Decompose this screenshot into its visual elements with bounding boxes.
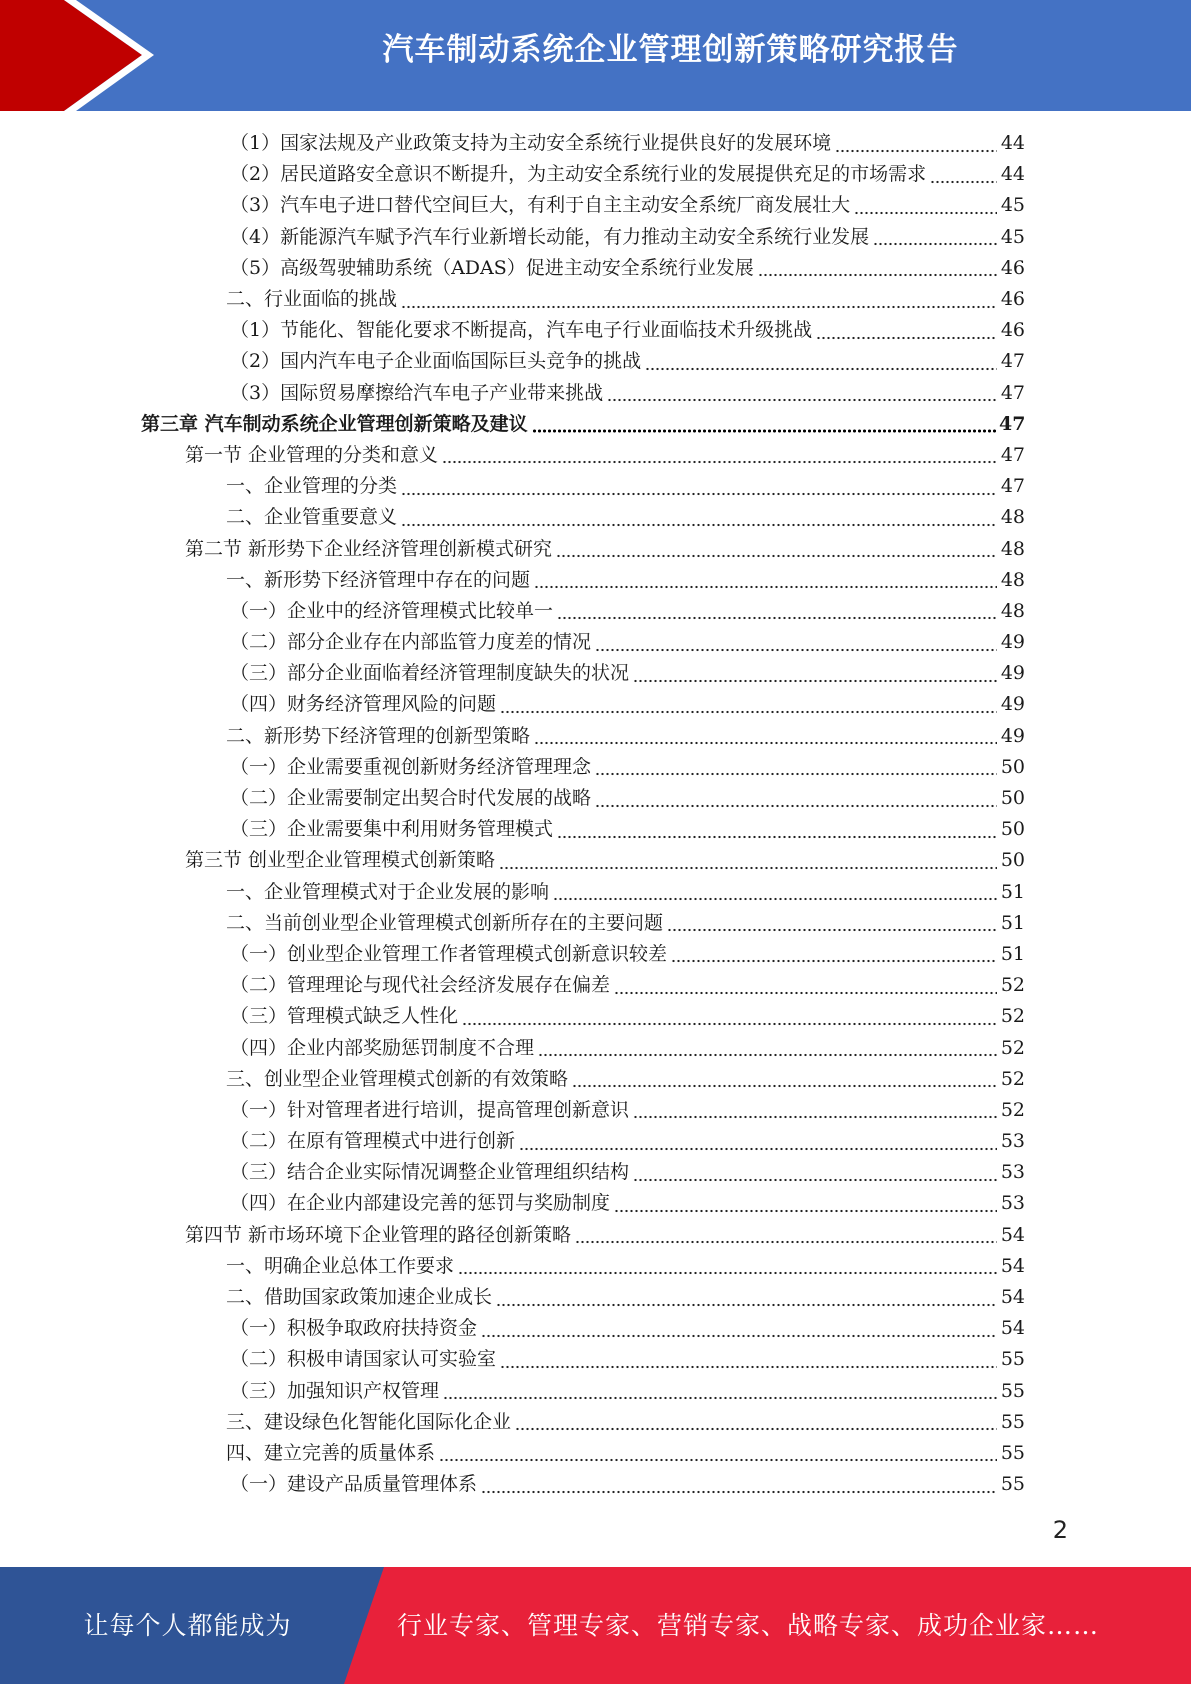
toc-entry-page: 52 — [1000, 974, 1025, 997]
toc-dot-leader — [496, 1303, 997, 1307]
toc-entry-page: 47 — [1000, 350, 1025, 373]
page-number: 2 — [1052, 1516, 1068, 1544]
toc-dot-leader — [443, 1396, 997, 1400]
toc-dot-leader — [645, 367, 997, 371]
toc-entry-title: 二、行业面临的挑战 — [226, 288, 398, 311]
toc-entry[interactable] — [0, 1251, 1191, 1282]
toc-entry-title: （三）结合企业实际情况调整企业管理组织结构 — [230, 1161, 630, 1184]
toc-entry-title: 二、借助国家政策加速企业成长 — [226, 1286, 493, 1309]
toc-entry-page: 49 — [1000, 662, 1025, 685]
toc-entry[interactable] — [0, 783, 1191, 814]
toc-entry-title: （二）部分企业存在内部监管力度差的情况 — [230, 631, 592, 654]
toc-entry[interactable] — [0, 1064, 1191, 1095]
header-red-arrow — [0, 0, 160, 111]
toc-dot-leader — [500, 710, 997, 714]
toc-entry[interactable] — [0, 1095, 1191, 1126]
toc-entry[interactable] — [0, 658, 1191, 689]
toc-entry-title: 一、明确企业总体工作要求 — [226, 1254, 455, 1277]
toc-entry-page: 46 — [1000, 256, 1025, 279]
toc-entry-page: 48 — [1000, 599, 1025, 622]
toc-entry-page: 52 — [1000, 1005, 1025, 1028]
toc-entry-title: （三）管理模式缺乏人性化 — [230, 1005, 459, 1028]
toc-entry-title: （四）在企业内部建设完善的惩罚与奖励制度 — [230, 1192, 611, 1215]
toc-entry-title: （5）高级驾驶辅助系统（ADAS）促进主动安全系统行业发展 — [230, 256, 754, 279]
toc-dot-leader — [556, 554, 997, 558]
page-header — [0, 0, 1191, 111]
toc-entry-page: 50 — [1000, 755, 1025, 778]
toc-entry-page: 44 — [1000, 163, 1025, 186]
toc-dot-leader — [758, 273, 997, 277]
toc-entry-page: 47 — [1000, 381, 1025, 404]
toc-entry-title: （四）财务经济管理风险的问题 — [230, 693, 497, 716]
toc-entry[interactable] — [0, 1376, 1191, 1407]
toc-entry-page: 55 — [1000, 1410, 1025, 1433]
toc-dot-leader — [557, 835, 997, 839]
toc-entry[interactable] — [0, 440, 1191, 471]
toc-entry-title: （2）国内汽车电子企业面临国际巨头竞争的挑战 — [230, 350, 642, 373]
toc-entry[interactable] — [0, 1032, 1191, 1063]
toc-entry-page: 47 — [1000, 443, 1025, 466]
toc-dot-leader — [575, 1240, 997, 1244]
toc-entry[interactable] — [0, 409, 1191, 440]
toc-entry[interactable] — [0, 939, 1191, 970]
toc-entry-page: 51 — [1000, 911, 1025, 934]
toc-dot-leader — [401, 523, 997, 527]
toc-entry-page: 46 — [1000, 319, 1025, 342]
document-title: 汽车制动系统企业管理创新策略研究报告 — [382, 32, 959, 68]
toc-entry-title: （一）创业型企业管理工作者管理模式创新意识较差 — [230, 942, 668, 965]
toc-entry-title: （一）企业中的经济管理模式比较单一 — [230, 599, 554, 622]
toc-entry-page: 45 — [1000, 225, 1025, 248]
toc-entry-page: 50 — [1000, 818, 1025, 841]
toc-dot-leader — [614, 1209, 997, 1213]
toc-entry-title: （二）积极申请国家认可实验室 — [230, 1348, 497, 1371]
toc-entry-title: （二）在原有管理模式中进行创新 — [230, 1130, 516, 1153]
toc-entry-title: （三）部分企业面临着经济管理制度缺失的状况 — [230, 662, 630, 685]
toc-dot-leader — [854, 211, 997, 215]
toc-entry[interactable] — [0, 1282, 1191, 1313]
toc-entry-page: 51 — [1000, 880, 1025, 903]
toc-dot-leader — [538, 1053, 997, 1057]
toc-entry-title: 二、企业管重要意义 — [226, 506, 398, 529]
toc-dot-leader — [534, 741, 997, 745]
toc-entry[interactable] — [0, 627, 1191, 658]
toc-entry-page: 55 — [1000, 1379, 1025, 1402]
toc-entry-title: 第三节 创业型企业管理模式创新策略 — [185, 849, 496, 872]
toc-entry-page: 48 — [1000, 506, 1025, 529]
toc-entry[interactable] — [0, 1407, 1191, 1438]
toc-dot-leader — [458, 1271, 997, 1275]
toc-entry-page: 52 — [1000, 1098, 1025, 1121]
toc-dot-leader — [515, 1427, 997, 1431]
toc-dot-leader — [835, 149, 997, 153]
toc-entry-title: （一）针对管理者进行培训，提高管理创新意识 — [230, 1098, 630, 1121]
toc-entry-title: （一）建设产品质量管理体系 — [230, 1473, 478, 1496]
toc-entry-title: 一、企业管理模式对于企业发展的影响 — [226, 880, 550, 903]
toc-entry[interactable] — [0, 1188, 1191, 1219]
toc-dot-leader — [595, 772, 997, 776]
toc-entry[interactable] — [0, 284, 1191, 315]
toc-dot-leader — [534, 585, 997, 589]
toc-entry[interactable] — [0, 565, 1191, 596]
toc-entry[interactable] — [0, 752, 1191, 783]
toc-entry-title: （二）企业需要制定出契合时代发展的战略 — [230, 787, 592, 810]
toc-entry-title: （三）加强知识产权管理 — [230, 1379, 440, 1402]
toc-dot-leader — [607, 398, 997, 402]
toc-entry[interactable] — [0, 1469, 1191, 1500]
toc-dot-leader — [481, 1490, 997, 1494]
toc-entry-title: （4）新能源汽车赋予汽车行业新增长动能，有力推动主动安全系统行业发展 — [230, 225, 870, 248]
toc-dot-leader — [519, 1147, 997, 1151]
toc-dot-leader — [481, 1334, 997, 1338]
toc-dot-leader — [671, 959, 997, 963]
toc-entry[interactable] — [0, 689, 1191, 720]
toc-dot-leader — [401, 305, 997, 309]
toc-dot-leader — [930, 180, 997, 184]
toc-entry[interactable] — [0, 222, 1191, 253]
footer-slogan-right: 行业专家、管理专家、营销专家、战略专家、成功企业家…… — [397, 1611, 1100, 1640]
toc-entry-title: （2）居民道路安全意识不断提升，为主动安全系统行业的发展提供充足的市场需求 — [230, 163, 927, 186]
toc-entry-page: 46 — [1000, 288, 1025, 311]
toc-dot-leader — [500, 1365, 997, 1369]
toc-entry[interactable] — [0, 721, 1191, 752]
toc-dot-leader — [572, 1084, 997, 1088]
toc-dot-leader — [633, 679, 997, 683]
toc-entry-page: 50 — [1000, 849, 1025, 872]
toc-dot-leader — [401, 492, 997, 496]
page-footer — [0, 1567, 1191, 1684]
toc-entry-title: 一、企业管理的分类 — [226, 475, 398, 498]
toc-entry-page: 49 — [1000, 693, 1025, 716]
toc-entry-page: 48 — [1000, 537, 1025, 560]
toc-entry[interactable] — [0, 908, 1191, 939]
toc-entry-page: 52 — [1000, 1067, 1025, 1090]
toc-entry[interactable] — [0, 533, 1191, 564]
toc-entry-page: 54 — [1000, 1286, 1025, 1309]
toc-dot-leader — [462, 1022, 997, 1026]
toc-entry-title: （1）节能化、智能化要求不断提高，汽车电子行业面临技术升级挑战 — [230, 319, 813, 342]
toc-entry-page: 53 — [1000, 1161, 1025, 1184]
toc-entry[interactable] — [0, 970, 1191, 1001]
toc-entry-page: 53 — [1000, 1130, 1025, 1153]
toc-dot-leader — [633, 1115, 997, 1119]
footer-slogan-left: 让每个人都能成为 — [83, 1611, 292, 1640]
toc-dot-leader — [595, 804, 997, 808]
toc-entry-page: 49 — [1000, 631, 1025, 654]
toc-entry-page: 45 — [1000, 194, 1025, 217]
toc-entry-page: 54 — [1000, 1223, 1025, 1246]
toc-entry-title: 二、新形势下经济管理的创新型策略 — [226, 724, 531, 747]
toc-dot-leader — [439, 1458, 997, 1462]
toc-entry-title: 第一节 企业管理的分类和意义 — [185, 443, 439, 466]
toc-entry-page: 47 — [999, 412, 1026, 435]
toc-entry-page: 52 — [1000, 1036, 1025, 1059]
toc-entry[interactable] — [0, 1438, 1191, 1469]
toc-entry[interactable] — [0, 1126, 1191, 1157]
toc-entry[interactable] — [0, 128, 1191, 159]
toc-dot-leader — [816, 336, 997, 340]
toc-dot-leader — [595, 648, 997, 652]
toc-dot-leader — [442, 460, 997, 464]
toc-entry-page: 55 — [1000, 1473, 1025, 1496]
toc-entry[interactable] — [0, 502, 1191, 533]
toc-entry[interactable] — [0, 471, 1191, 502]
toc-entry[interactable] — [0, 877, 1191, 908]
toc-entry[interactable] — [0, 315, 1191, 346]
toc-entry-page: 50 — [1000, 787, 1025, 810]
toc-entry-title: 第四节 新市场环境下企业管理的路径创新策略 — [185, 1223, 572, 1246]
toc-entry-title: 三、建设绿色化智能化国际化企业 — [226, 1410, 512, 1433]
toc-entry-title: （1）国家法规及产业政策支持为主动安全系统行业提供良好的发展环境 — [230, 132, 832, 155]
toc-entry-title: 四、建立完善的质量体系 — [226, 1441, 436, 1464]
toc-entry-page: 49 — [1000, 724, 1025, 747]
toc-dot-leader — [532, 429, 997, 433]
toc-entry[interactable] — [0, 596, 1191, 627]
toc-entry-page: 44 — [1000, 132, 1025, 155]
toc-entry-page: 55 — [1000, 1441, 1025, 1464]
toc-entry-page: 51 — [1000, 942, 1025, 965]
toc-dot-leader — [633, 1178, 997, 1182]
toc-dot-leader — [557, 616, 997, 620]
toc-entry-page: 48 — [1000, 568, 1025, 591]
toc-entry-title: （三）企业需要集中利用财务管理模式 — [230, 818, 554, 841]
toc-entry-title: 第三章 汽车制动系统企业管理创新策略及建议 — [141, 412, 528, 435]
toc-dot-leader — [873, 242, 997, 246]
toc-entry-title: （3）国际贸易摩擦给汽车电子产业带来挑战 — [230, 381, 604, 404]
toc-entry-title: （二）管理理论与现代社会经济发展存在偏差 — [230, 974, 611, 997]
toc-entry[interactable] — [0, 159, 1191, 190]
toc-entry[interactable] — [0, 378, 1191, 409]
toc-entry[interactable] — [0, 253, 1191, 284]
toc-entry[interactable] — [0, 814, 1191, 845]
toc-entry-title: （四）企业内部奖励惩罚制度不合理 — [230, 1036, 535, 1059]
toc-dot-leader — [553, 897, 997, 901]
toc-entry-page: 55 — [1000, 1348, 1025, 1371]
toc-dot-leader — [667, 928, 997, 932]
table-of-contents — [0, 128, 1191, 1500]
toc-entry-page: 54 — [1000, 1254, 1025, 1277]
toc-entry[interactable] — [0, 346, 1191, 377]
toc-entry-page: 54 — [1000, 1317, 1025, 1340]
toc-entry-title: 二、当前创业型企业管理模式创新所存在的主要问题 — [226, 911, 664, 934]
toc-dot-leader — [499, 866, 997, 870]
toc-dot-leader — [614, 991, 997, 995]
toc-entry[interactable] — [0, 190, 1191, 221]
toc-entry[interactable] — [0, 1001, 1191, 1032]
toc-entry-title: 三、创业型企业管理模式创新的有效策略 — [226, 1067, 569, 1090]
toc-entry-title: 一、新形势下经济管理中存在的问题 — [226, 568, 531, 591]
toc-entry[interactable] — [0, 845, 1191, 876]
toc-entry-page: 53 — [1000, 1192, 1025, 1215]
toc-entry-title: （一）积极争取政府扶持资金 — [230, 1317, 478, 1340]
toc-entry[interactable] — [0, 1344, 1191, 1375]
toc-entry-title: （一）企业需要重视创新财务经济管理理念 — [230, 755, 592, 778]
toc-entry[interactable] — [0, 1220, 1191, 1251]
toc-entry[interactable] — [0, 1313, 1191, 1344]
toc-entry-title: 第二节 新形势下企业经济管理创新模式研究 — [185, 537, 553, 560]
toc-entry[interactable] — [0, 1157, 1191, 1188]
toc-entry-title: （3）汽车电子进口替代空间巨大，有利于自主主动安全系统厂商发展壮大 — [230, 194, 851, 217]
toc-entry-page: 47 — [1000, 475, 1025, 498]
